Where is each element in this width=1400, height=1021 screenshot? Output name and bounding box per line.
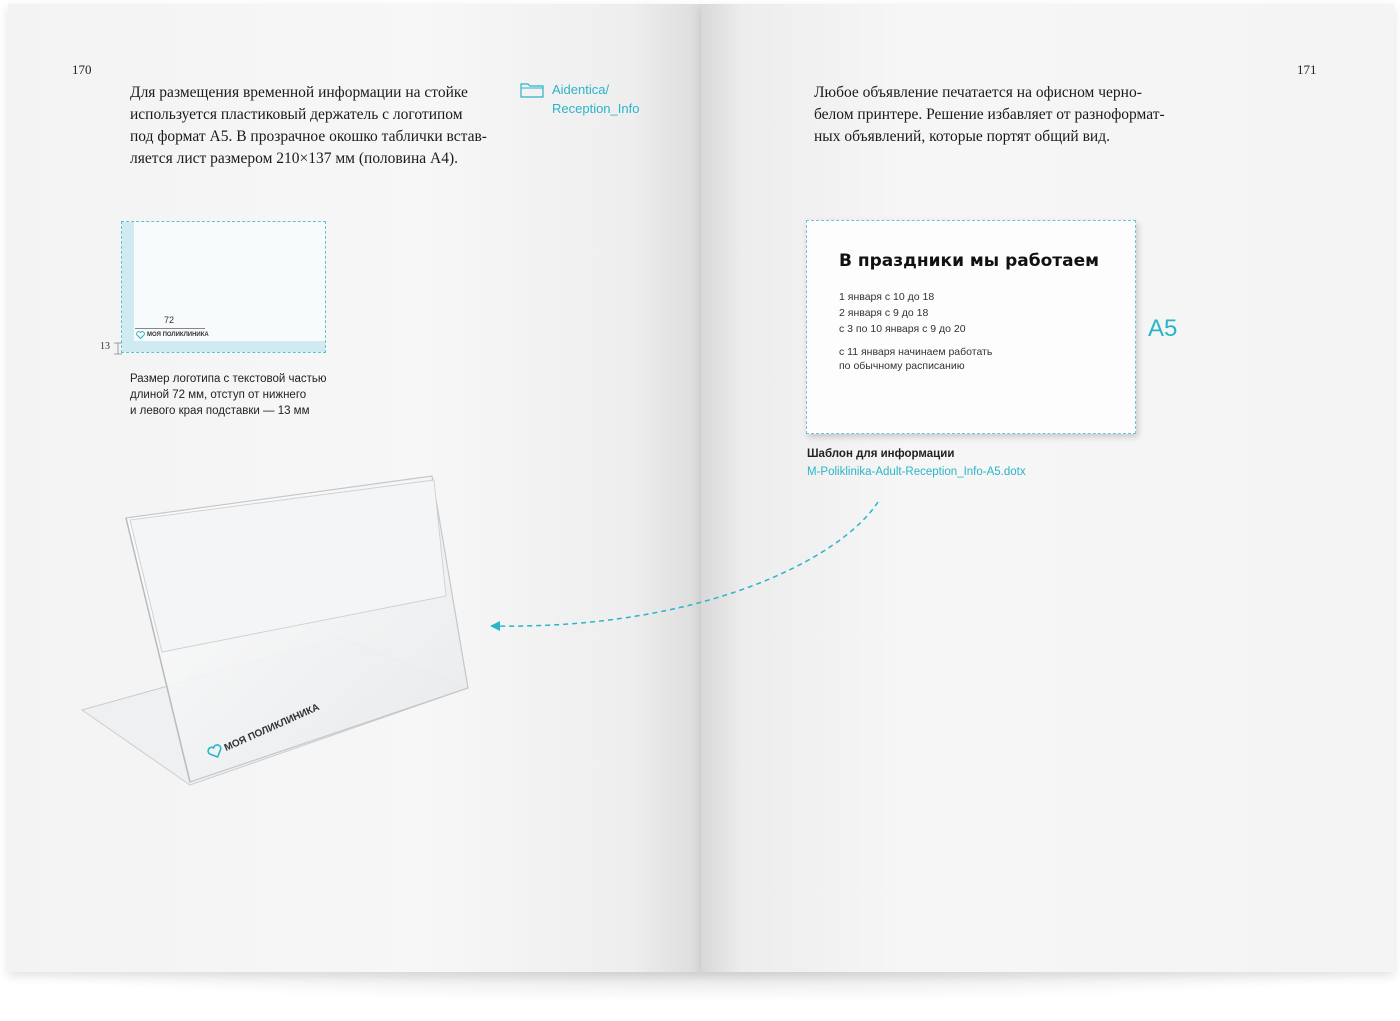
- template-caption: Шаблон для информации: [807, 448, 955, 460]
- right-paragraph-line: ных объявлений, которые портят общий вид.: [814, 128, 1110, 145]
- arrow-head: [490, 621, 500, 631]
- notice-line: по обычному расписанию: [839, 360, 965, 372]
- left-page-number: 170: [72, 62, 92, 77]
- left-paragraph-line: Для размещения временной информации на стойке: [130, 84, 468, 101]
- left-paragraph-line: под формат А5. В прозрачное окошко таблички встав-: [130, 128, 487, 145]
- dashed-arrow: [490, 502, 878, 626]
- notice-title: В праздники мы работаем: [839, 251, 1100, 271]
- plate-logo-text: МОЯ ПОЛИКЛИНИКА: [147, 332, 209, 338]
- left-paragraph-line: используется пластиковый держатель с логотипом: [130, 106, 463, 123]
- notice-line: с 3 по 10 января с 9 до 20: [839, 323, 966, 335]
- width-dimension-label: 72: [164, 315, 175, 325]
- diagram-caption-line: длиной 72 мм, отступ от нижнего: [130, 389, 307, 401]
- notice-line: с 11 января начинаем работать: [839, 346, 993, 358]
- right-page-number: 171: [1297, 62, 1317, 77]
- right-paragraph: [814, 82, 1165, 148]
- folder-path-link[interactable]: Aidentica/ Reception_Info: [552, 82, 640, 116]
- offset-dimension-label: 13: [100, 341, 110, 352]
- diagram-caption-line: и левого края подставки — 13 мм: [130, 405, 310, 417]
- template-file-link[interactable]: M-Poliklinika-Adult-Reception_Info-A5.dotx: [807, 466, 1026, 478]
- format-label: A5: [1148, 315, 1178, 342]
- right-paragraph-line: Любое объявление печатается на офисном черно-: [814, 84, 1142, 101]
- notice-line: 2 января с 9 до 18: [839, 307, 929, 319]
- diagram-caption-line: Размер логотипа с текстовой частью: [130, 373, 327, 385]
- right-paragraph-line: белом принтере. Решение избавляет от разноформат-: [814, 106, 1165, 123]
- holder-logo-text: МОЯ ПОЛИКЛИНИКА: [222, 701, 322, 754]
- left-paragraph-line: ляется лист размером 210×137 мм (половина А4).: [130, 150, 458, 167]
- a5-notice-card: [806, 220, 1136, 434]
- notice-line: 1 января с 10 до 18: [839, 291, 935, 303]
